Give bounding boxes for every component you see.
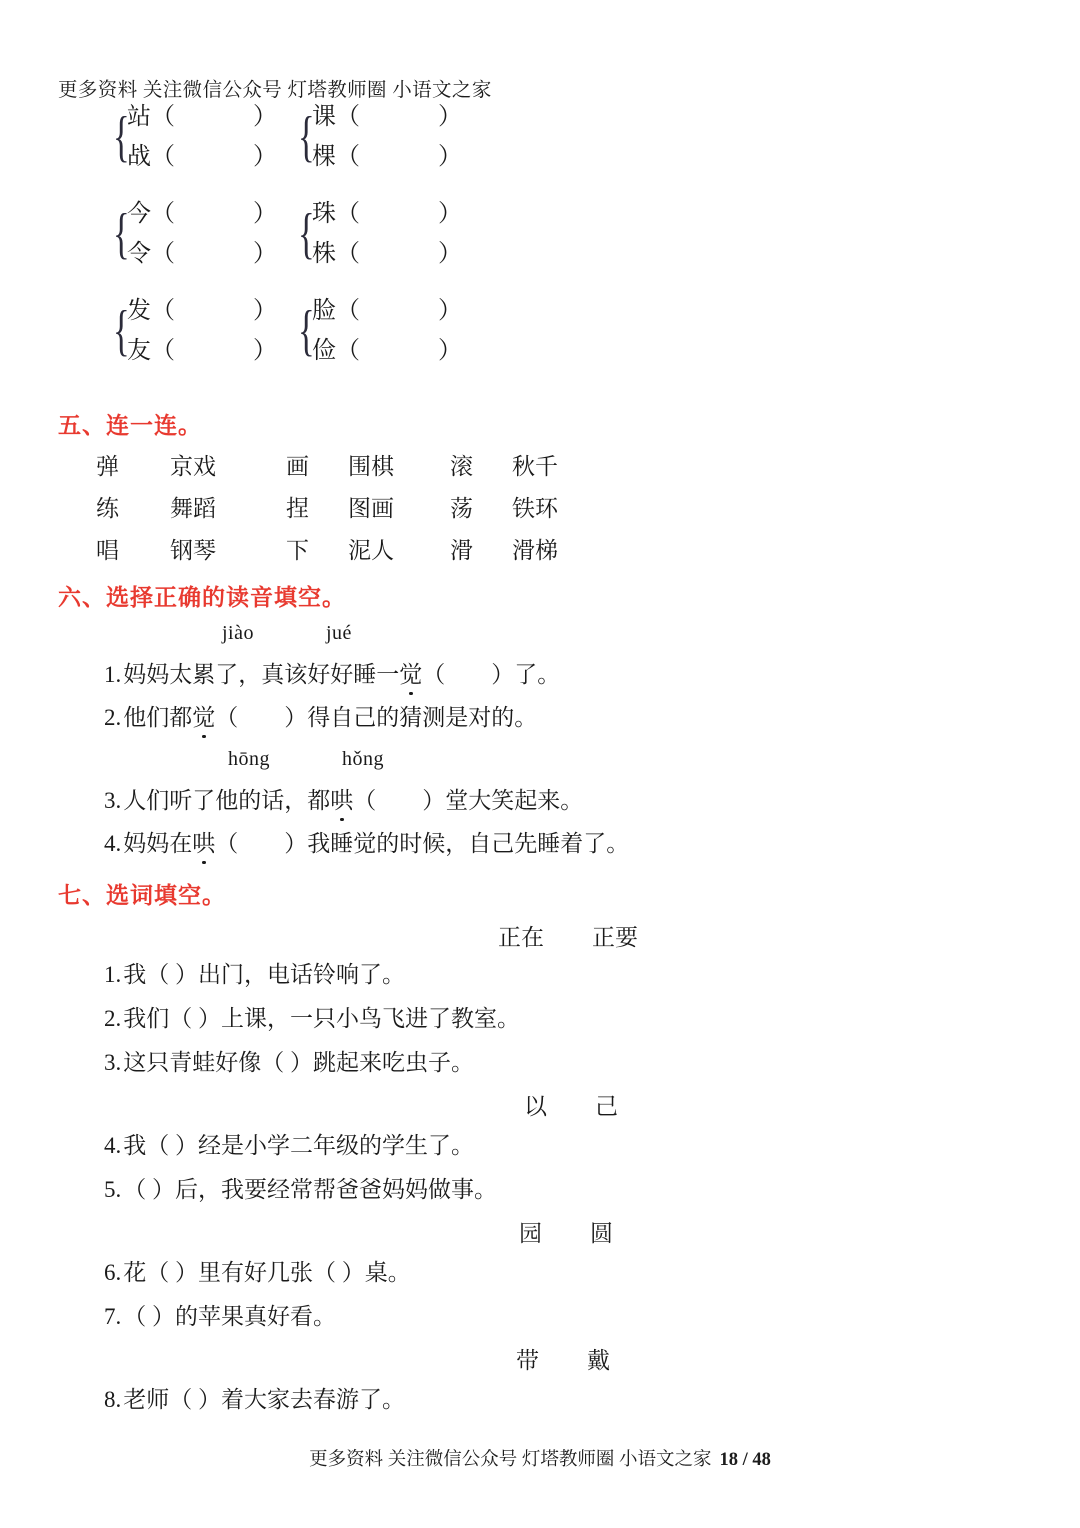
emphasis-dot-char: 觉 [399,660,422,690]
match-word[interactable]: 下 [286,538,309,563]
footer-watermark-note [0,1445,1080,1471]
question-text-pre: 人们听了他的话，都 [123,788,331,813]
match-word[interactable]: 画 [286,454,309,479]
brace-line [312,104,462,130]
match-word[interactable]: 钢琴 [170,538,216,563]
question-number: 1. [104,962,122,987]
brace-char: 棵（ [312,144,360,170]
match-word[interactable]: 弹 [96,454,119,479]
answer-blank[interactable]: （ ） [422,662,515,687]
section-title-six: 六、选择正确的读音填空。 [58,585,346,610]
question-number: 4. [104,831,122,856]
close-paren: ） [253,298,277,324]
match-word[interactable]: 图画 [348,496,394,521]
question-text-post: 了。 [514,662,561,687]
brace-pair-left [110,298,295,364]
match-word[interactable]: 京戏 [170,454,216,479]
question-text-pre: 他们都 [123,705,193,730]
match-word[interactable]: 唱 [96,538,119,563]
question-text[interactable]: 我（ ）出门，电话铃响了。 [123,962,405,987]
brace-char: 友（ [127,338,175,364]
matching-row [96,532,592,574]
brace-line [127,144,277,170]
brace-pair-left [110,104,295,170]
brace-exercise-block [110,104,630,395]
matching-row [96,490,592,532]
brace-char: 战（ [127,144,175,170]
brace-char: 俭（ [312,338,360,364]
match-word[interactable]: 围棋 [348,454,394,479]
brace-char: 令（ [127,241,175,267]
question-text[interactable]: （ ）后，我要经常帮爸爸妈妈做事。 [123,1177,497,1202]
match-word[interactable]: 滑 [450,538,473,563]
question-number: 4. [104,1133,122,1158]
emphasis-dot-char: 哄 [192,829,215,859]
brace-group-row [110,201,630,267]
question-text[interactable]: 我（ ）经是小学二年级的学生了。 [123,1133,474,1158]
word-choice-hint-4 [516,1342,610,1375]
emphasis-dot-char: 哄 [330,786,353,816]
question-text-post: 得自己的猜测是对的。 [307,705,538,730]
question-text-post: 堂大笑起来。 [445,788,584,813]
emphasis-dot-char: 觉 [192,703,215,733]
question-number: 5. [104,1177,122,1202]
choice-option[interactable]: 正要 [592,925,638,950]
matching-row [96,448,592,490]
pinyin-option[interactable]: jiào [222,622,254,644]
answer-blank[interactable]: （ ） [215,831,308,856]
question-line [104,1385,405,1415]
question-number: 7. [104,1304,122,1329]
close-paren: ） [438,338,462,364]
page-number: 18 / 48 [719,1450,771,1470]
close-paren: ） [438,241,462,267]
pinyin-option[interactable]: hōng [228,748,270,770]
left-curly-brace-icon: { [298,300,315,362]
brace-line [127,298,277,324]
brace-char: 脸（ [312,298,360,324]
question-text[interactable]: （ ）的苹果真好看。 [123,1304,336,1329]
question-number: 2. [104,1006,122,1031]
word-choice-hint-2 [524,1088,618,1121]
brace-line [312,338,462,364]
question-line [104,829,629,859]
close-paren: ） [438,201,462,227]
close-paren: ） [438,144,462,170]
pinyin-option[interactable]: jué [326,622,352,644]
left-curly-brace-icon: { [113,300,130,362]
match-word[interactable]: 铁环 [512,496,558,521]
brace-group-row [110,298,630,364]
close-paren: ） [253,241,277,267]
question-line [104,1131,474,1161]
match-word[interactable]: 捏 [286,496,309,521]
question-text[interactable]: 花（ ）里有好几张（ ）桌。 [123,1260,411,1285]
match-word[interactable]: 荡 [450,496,473,521]
brace-char: 株（ [312,241,360,267]
close-paren: ） [438,104,462,130]
match-word[interactable]: 练 [96,496,119,521]
match-word[interactable]: 滚 [450,454,473,479]
word-choice-hint-3 [519,1215,613,1248]
choice-option[interactable]: 以 [524,1094,547,1119]
choice-option[interactable]: 己 [595,1094,618,1119]
close-paren: ） [253,144,277,170]
brace-group-row [110,104,630,170]
pinyin-option[interactable]: hǒng [342,748,384,770]
question-line [104,960,405,990]
choice-option[interactable]: 园 [519,1221,542,1246]
brace-line [127,201,277,227]
question-number: 3. [104,788,122,813]
answer-blank[interactable]: （ ） [215,705,308,730]
footer-text: 更多资料 关注微信公众号 灯塔教师圈 小语文之家 [309,1450,712,1470]
question-text[interactable]: 这只青蛙好像（ ）跳起来吃虫子。 [123,1050,474,1075]
choice-option[interactable]: 正在 [498,925,544,950]
match-word[interactable]: 滑梯 [512,538,558,563]
question-text-post: 我睡觉的时候，自己先睡着了。 [307,831,630,856]
question-line [104,1258,411,1288]
left-curly-brace-icon: { [298,106,315,168]
word-choice-hint-1 [498,919,638,952]
pinyin-hint-row-1 [222,622,352,645]
answer-blank[interactable]: （ ） [353,788,446,813]
brace-pair-right [295,104,495,170]
brace-line [127,104,277,130]
header-watermark-note: 更多资料 关注微信公众号 灯塔教师圈 小语文之家 [58,80,492,101]
question-number: 8. [104,1387,122,1412]
question-line [104,1048,474,1078]
choice-option[interactable]: 圆 [590,1221,613,1246]
question-text[interactable]: 我们（ ）上课，一只小鸟飞进了教室。 [123,1006,520,1031]
brace-char: 课（ [312,104,360,130]
brace-line [312,201,462,227]
matching-exercise-block [96,448,592,574]
brace-line [312,241,462,267]
brace-char: 站（ [127,104,175,130]
close-paren: ） [253,338,277,364]
match-word[interactable]: 泥人 [348,538,394,563]
close-paren: ） [438,298,462,324]
question-number: 3. [104,1050,122,1075]
question-line [104,1004,520,1034]
question-line [104,786,583,816]
brace-line [312,144,462,170]
question-number: 6. [104,1260,122,1285]
brace-line [127,338,277,364]
brace-char: 发（ [127,298,175,324]
match-word[interactable]: 舞蹈 [170,496,216,521]
brace-pair-left [110,201,295,267]
left-curly-brace-icon: { [113,203,130,265]
question-text[interactable]: 老师（ ）着大家去春游了。 [123,1387,405,1412]
pinyin-hint-row-2 [228,748,384,771]
brace-pair-right [295,201,495,267]
choice-option[interactable]: 戴 [587,1348,610,1373]
brace-char: 珠（ [312,201,360,227]
brace-line [127,241,277,267]
choice-option[interactable]: 带 [516,1348,539,1373]
match-word[interactable]: 秋千 [512,454,558,479]
question-text-pre: 妈妈太累了，真该好好睡一 [123,662,400,687]
brace-pair-right [295,298,495,364]
question-text-pre: 妈妈在 [123,831,193,856]
close-paren: ） [253,104,277,130]
question-line [104,1302,336,1332]
close-paren: ） [253,201,277,227]
question-number: 1. [104,662,122,687]
question-line [104,703,537,733]
brace-line [312,298,462,324]
question-number: 2. [104,705,122,730]
section-title-five: 五、连一连。 [58,413,202,438]
section-title-seven: 七、选词填空。 [58,883,226,908]
question-line [104,660,560,690]
left-curly-brace-icon: { [298,203,315,265]
brace-char: 今（ [127,201,175,227]
question-line [104,1175,497,1205]
left-curly-brace-icon: { [113,106,130,168]
